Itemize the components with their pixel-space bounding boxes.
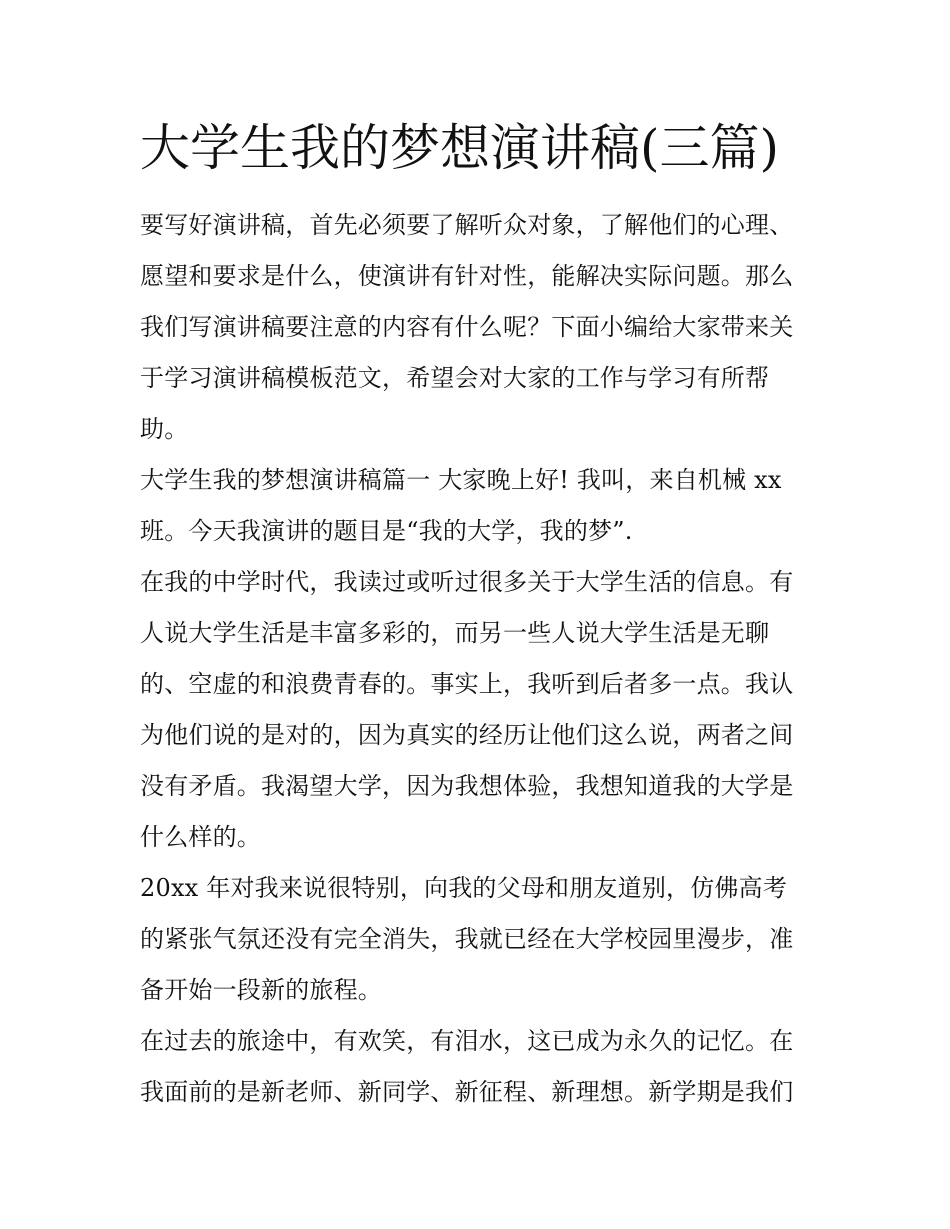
text-line: 要写好演讲稿，首先必须要了解听众对象，了解他们的心理、 — [140, 211, 794, 239]
paragraph-intro — [140, 200, 820, 455]
text-line: 的、空虚的和浪费青春的。事实上，我听到后者多一点。我认 — [140, 670, 794, 698]
paragraph-speech-opening — [140, 455, 820, 557]
text-line: 20xx 年对我来说很特别，向我的父母和朋友道别，仿佛高考 — [140, 874, 788, 902]
text-line: 在过去的旅途中，有欢笑，有泪水，这已成为永久的记忆。在 — [140, 1027, 794, 1055]
document-page — [140, 112, 820, 1118]
document-title: 大学生我的梦想演讲稿(三篇) — [140, 119, 780, 177]
text-line: 我们写演讲稿要注意的内容有什么呢？下面小编给大家带来关 — [140, 313, 794, 341]
text-line: 助。 — [140, 415, 189, 443]
text-line: 我面前的是新老师、新同学、新征程、新理想。新学期是我们 — [140, 1078, 794, 1106]
text-line: 于学习演讲稿模板范文，希望会对大家的工作与学习有所帮 — [140, 364, 770, 392]
text-line: 班。今天我演讲的题目是“我的大学，我的梦”. — [140, 517, 633, 545]
text-line: 什么样的。 — [140, 823, 261, 851]
paragraph-journey — [140, 1016, 820, 1118]
text-line: 的紧张气氛还没有完全消失，我就已经在大学校园里漫步，准 — [140, 925, 794, 953]
text-line: 备开始一段新的旅程。 — [140, 976, 382, 1004]
paragraph-middle-school — [140, 557, 820, 863]
text-line: 没有矛盾。我渴望大学，因为我想体验，我想知道我的大学是 — [140, 772, 794, 800]
text-line: 愿望和要求是什么，使演讲有针对性，能解决实际问题。那么 — [140, 262, 794, 290]
text-line: 大学生我的梦想演讲稿篇一 大家晚上好! 我叫，来自机械 xx — [140, 466, 782, 494]
paragraph-year — [140, 863, 820, 1016]
text-line: 在我的中学时代，我读过或听过很多关于大学生活的信息。有 — [140, 568, 794, 596]
text-line: 为他们说的是对的，因为真实的经历让他们这么说，两者之间 — [140, 721, 794, 749]
text-line: 人说大学生活是丰富多彩的，而另一些人说大学生活是无聊 — [140, 619, 770, 647]
